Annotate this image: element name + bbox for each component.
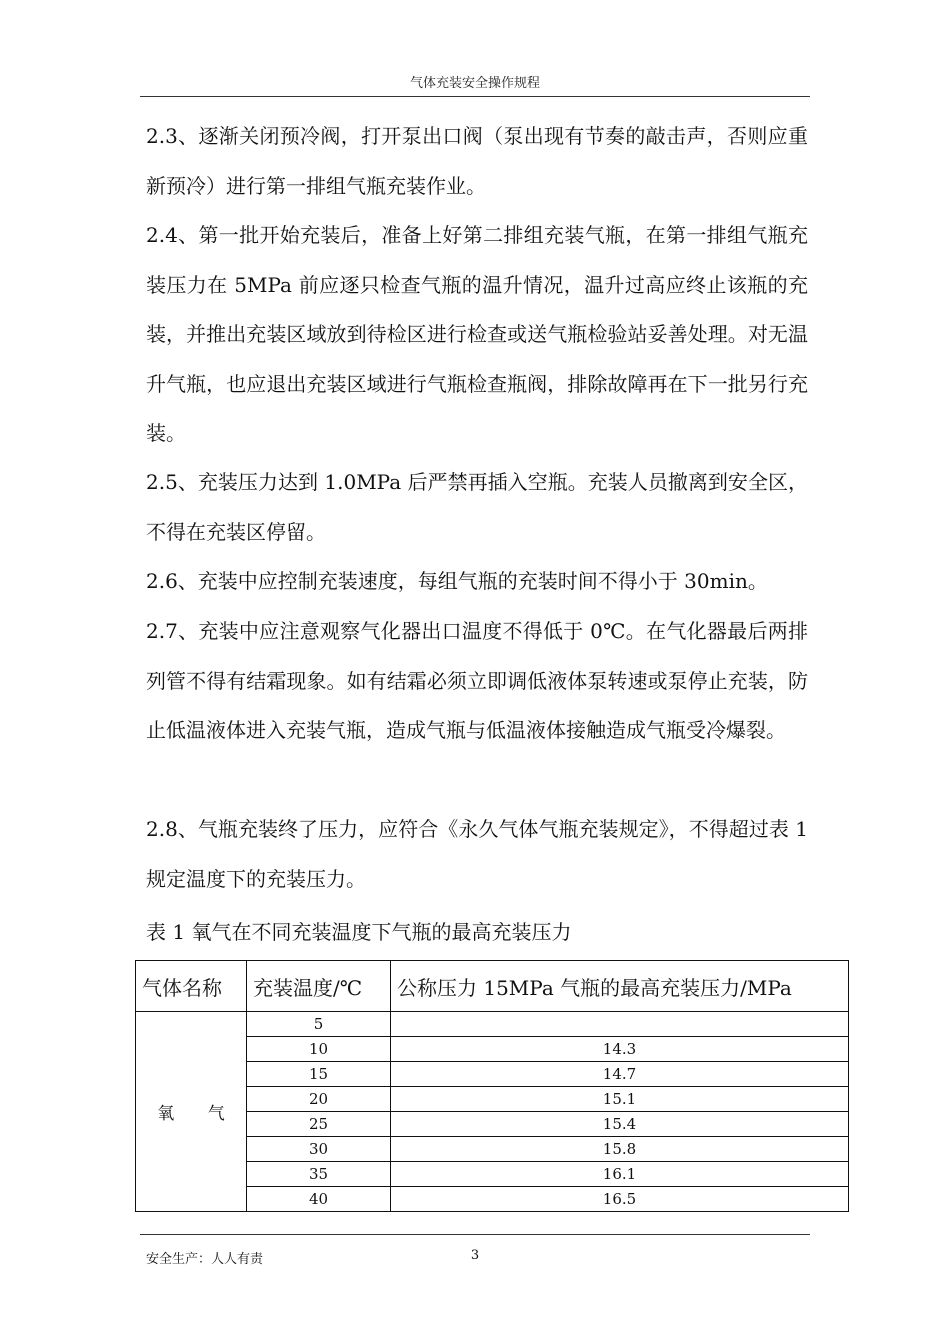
pressure-cell: 15.4 <box>391 1112 849 1137</box>
paragraph-2-8: 2.8、气瓶充装终了压力，应符合《永久气体气瓶充装规定》，不得超过表 1 规定温度下的充装压力。 <box>146 817 808 891</box>
page-number: 3 <box>470 1248 480 1263</box>
temperature-cell: 40 <box>247 1187 391 1212</box>
paragraph-2-6: 2.6、充装中应控制充装速度，每组气瓶的充装时间不得小于 30min。 <box>146 569 768 593</box>
page-header-title: 气体充装安全操作规程 <box>409 76 540 91</box>
paragraph-2-7: 2.7、充装中应注意观察气化器出口温度不得低于 0℃。在气化器最后两排列管不得有结霜现象。如有结霜必须立即调低液体泵转速或泵停止充装，防止低温液体进入充装气瓶，造成气瓶与低温液体接触造成气瓶受冷爆裂。 <box>146 619 808 742</box>
pressure-cell: 15.8 <box>391 1137 849 1162</box>
pressure-cell: 16.5 <box>391 1187 849 1212</box>
paragraph-2-5: 2.5、充装压力达到 1.0MPa 后严禁再插入空瓶。充装人员撤离到安全区，不得在充装区停留。 <box>146 470 808 544</box>
header-divider <box>140 96 810 97</box>
gas-name-cell: 氧 气 <box>136 1012 247 1212</box>
header-temperature: 充装温度/℃ <box>247 961 391 1012</box>
pressure-cell: 15.1 <box>391 1087 849 1112</box>
header-gas-name: 气体名称 <box>136 961 247 1012</box>
temperature-cell: 30 <box>247 1137 391 1162</box>
footer-slogan: 安全生产：人人有责 <box>146 1252 264 1267</box>
paragraph-2-3: 2.3、逐渐关闭预冷阀，打开泵出口阀（泵出现有节奏的敲击声，否则应重新预冷）进行第一排组气瓶充装作业。 <box>146 124 808 198</box>
table-caption: 表 1 氧气在不同充装温度下气瓶的最高充装压力 <box>146 920 572 944</box>
table-row <box>136 1012 849 1037</box>
paragraph-2-4: 2.4、第一批开始充装后，准备上好第二排组充装气瓶，在第一排组气瓶充装压力在 5MPa 前应逐只检查气瓶的温升情况，温升过高应终止该瓶的充装，并推出充装区域放到待检区进行检查或送气瓶检验站妥善处理。对无温升气瓶，也应退出充装区域进行气瓶检查瓶阀，排除故障再在下一批另行充装。 <box>146 223 808 445</box>
header-max-pressure: 公称压力 15MPa 气瓶的最高充装压力/MPa <box>391 961 849 1012</box>
temperature-cell: 15 <box>247 1062 391 1087</box>
temperature-cell: 10 <box>247 1037 391 1062</box>
temperature-cell: 5 <box>247 1012 391 1037</box>
table-header-row <box>136 961 849 1012</box>
pressure-cell: 14.3 <box>391 1037 849 1062</box>
footer-divider <box>140 1234 810 1235</box>
filling-pressure-table <box>135 960 849 1212</box>
temperature-cell: 20 <box>247 1087 391 1112</box>
temperature-cell: 25 <box>247 1112 391 1137</box>
pressure-cell: 16.1 <box>391 1162 849 1187</box>
temperature-cell: 35 <box>247 1162 391 1187</box>
pressure-cell <box>391 1012 849 1037</box>
pressure-cell: 14.7 <box>391 1062 849 1087</box>
